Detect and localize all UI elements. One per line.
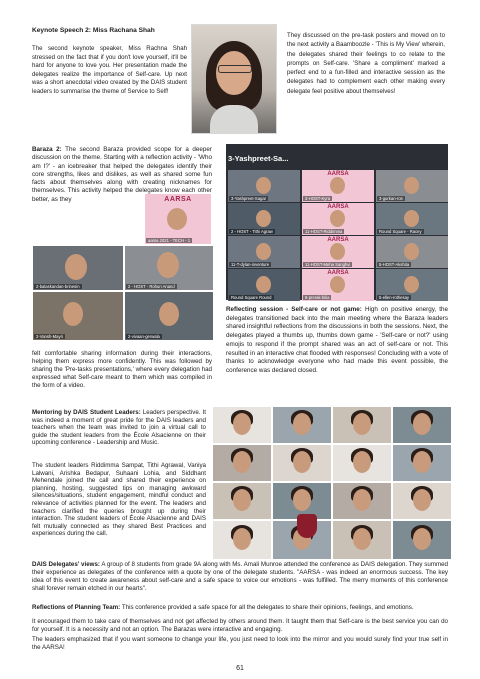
zoom-gallery — [226, 144, 448, 300]
keynote-speaker-photo — [191, 24, 277, 134]
zoom-tile — [302, 170, 374, 202]
views-heading: DAIS Delegates' views: — [32, 561, 100, 568]
mentoring-photo — [392, 444, 452, 482]
mentoring-photo — [272, 406, 332, 444]
participant-face — [256, 210, 271, 227]
tile-label: 5-HOST-Akshita — [379, 262, 410, 267]
participant-face — [330, 210, 345, 227]
tile-label: 5-ellen-rothesay — [379, 295, 410, 300]
participant-face — [404, 243, 419, 260]
participant-face — [233, 528, 251, 550]
tile-label: 11-T-dylan-inventure — [231, 262, 270, 267]
zoom-tile — [376, 236, 448, 268]
zoom-tile — [302, 203, 374, 235]
participant-face — [413, 451, 431, 473]
baraza-tile — [33, 246, 123, 290]
keynote-heading: Keynote Speech 2: Miss Rachana Shah — [32, 27, 155, 34]
participant-face — [256, 243, 271, 260]
zoom-tile — [376, 170, 448, 202]
participant-face — [233, 413, 251, 435]
school-crest-icon — [297, 514, 317, 538]
mentoring-photo — [272, 444, 332, 482]
mentoring-photo — [212, 520, 272, 560]
participant-face — [404, 210, 419, 227]
poster-title: AARSA — [327, 237, 349, 243]
zoom-tile — [302, 236, 374, 268]
participant-face — [413, 413, 431, 435]
mentoring-block — [32, 409, 206, 447]
views-text: A group of 8 students from grade 9A along with Ms. Amali Munroe attended the conference as DAIS delegation. They summed their experience as delegates of the conference with a quote by one of the delegate students. "AARSA - was indeed an enormous success. The key idea of this event to create awareness about self-care and a safe space to voice our emotions - was fulfilled. The merry moments of this conference shall forever remain etched in our hearts". — [32, 561, 448, 592]
reflection-block — [226, 306, 448, 376]
poster-title: AARSA — [327, 204, 349, 210]
baraza-tile-poster — [145, 194, 211, 244]
participant-face — [330, 243, 345, 260]
poster-title: AARSA — [327, 270, 349, 276]
mentoring-photo-grid — [212, 406, 450, 558]
baraza-tile — [125, 246, 213, 290]
baraza-intro-text: The second Baraza provided scope for a deeper discussion on the theme. Starting with a reflection activity - 'Who am I?' - an icebreaker that helped the delegates identify their core strengths, likes and dislikes, as well as shared some fun facts about themselves along with creating nicknames for themselves. This activity helped the delegates know each other better, as they — [32, 146, 212, 203]
participant-face — [330, 276, 345, 293]
zoom-gallery-title: 3-Yashpreet-Sa... — [228, 154, 289, 163]
mentoring-heading: Mentoring by DAIS Student Leaders: — [32, 409, 141, 416]
participant-face — [293, 413, 311, 435]
mentoring-photo — [332, 482, 392, 520]
participant-face — [256, 276, 271, 293]
poster-title: AARSA — [164, 196, 192, 203]
views-block — [32, 561, 448, 593]
tile-label: 2 - HOST - Tithi Agraw — [231, 229, 273, 234]
page-number: 61 — [236, 665, 244, 672]
tile-label: Round Square Round — [231, 295, 272, 300]
mentoring-photo — [392, 406, 452, 444]
mentoring-photo — [332, 406, 392, 444]
mentoring-text-2: The student leaders Riddimma Sampat, Tithi Agrawal, Vaniya Lalwani, Arishka Bedapur, Suhaani Lohia, and Siddhant Mehendale joined the call and shared their experience on planning, hosting, suggested tips on managing awkward silences/situations, student engagement, mindful conduct and relevance of activities planned for the event. The leaders and teachers clarified the queries brought up during their interaction. The student leaders of École Alsacienne and DAIS felt mutually connected as they shared Best Practices and experiences during the call. — [32, 462, 206, 538]
tile-label: 2-balaskandan-brinesin — [36, 284, 80, 289]
participant-face — [293, 451, 311, 473]
baraza-tile — [33, 292, 123, 340]
reflection-heading: Reflecting session - Self-care or not game: — [226, 306, 362, 313]
participant-face — [256, 177, 271, 194]
zoom-tile — [228, 203, 300, 235]
participant-face — [413, 489, 431, 511]
planning-block — [32, 604, 448, 612]
mentoring-photo — [212, 444, 272, 482]
participant-face — [293, 489, 311, 511]
zoom-tile — [228, 170, 300, 202]
zoom-tile — [228, 269, 300, 301]
planning-heading: Reflections of Planning Team: — [32, 604, 121, 611]
tile-label: 11-HOST-Riddimma — [305, 229, 343, 234]
participant-face — [330, 177, 345, 194]
poster-title: AARSA — [327, 171, 349, 177]
zoom-tile — [302, 269, 374, 301]
baraza-heading: Baraza 2: — [32, 146, 62, 153]
participant-face — [353, 413, 371, 435]
participant-face — [353, 528, 371, 550]
tile-label: 3-HOST-Kyra — [305, 196, 331, 201]
baraza-video-grid — [33, 186, 213, 342]
planning-text-2: It encouraged them to take care of themselves and not get affected by others around them. It taught them that Self-care is the best service you can do for yourself. It is a necessity and not an option. The Barazas were interactive and engaging. — [32, 618, 448, 633]
tile-label: 2-Vansh-Mayri — [36, 334, 63, 339]
participant-face — [233, 451, 251, 473]
tile-label: 11-HOST-Meha Sanghvi — [305, 262, 351, 267]
baraza-tile — [125, 292, 213, 340]
tile-label: aarsa 2021 - TECH - 1 — [148, 238, 191, 243]
reflection-text: High on positive energy, the delegates transitioned back into the main meeting where the Baraza leaders shared insightful reflections from the discussions in both the sessions. Next, the delegates played a thumbs up, thumbs down game - 'Self-care or not?' using emojis to respond if the prompt shared was an act of self-care or not. This resulted in an interactive chat flooded with responses! Concluding with a vote of thanks to acknowledge everyone who had made this event possible, the conference was declared closed. — [226, 306, 449, 374]
tile-label: 6-prerak-bilia — [305, 295, 330, 300]
keynote-paragraph-right: They discussed on the pre-task posters and moved on to the next activity a Baamboozle - 'This is My View' wherein, the delegates shared their feelings to co relate to the prompts on Self-care. 'Share a compliment' marked a perfect end to a fun-filled and interactive session as the delegates had to complement each other making every delegate feel positive about themselves! — [287, 32, 445, 95]
tile-label: 2 - HOST - Rohun Anand — [128, 284, 175, 289]
participant-face — [353, 489, 371, 511]
participant-face — [413, 528, 431, 550]
baraza-continued: felt comfortable sharing information during their interactions, helping them express more confidently. This was followed by sharing the 'Pre-tasks presentations,' where every delegation had expressed what Self-care meant to them which was compiled in the form of a video. — [32, 350, 212, 389]
mentoring-photo — [332, 444, 392, 482]
mentoring-photo — [392, 482, 452, 520]
mentoring-photo — [392, 520, 452, 560]
keynote-paragraph-left: The second keynote speaker, Miss Rachna Shah stressed on the fact that if you don't love yourself, it'll be hard for anyone to love you. Her presentation made the delegates realize the importance of Self-care. Up next was a short anecdotal video created by the DAIS student leaders to summarise the theme of Service to Self! — [32, 45, 187, 95]
participant-face — [404, 276, 419, 293]
zoom-tile — [376, 203, 448, 235]
tile-label: 3-gurkan-ros — [379, 196, 403, 201]
mentoring-photo — [212, 406, 272, 444]
mentoring-photo — [332, 520, 392, 560]
zoom-tile — [376, 269, 448, 301]
participant-face — [233, 489, 251, 511]
tile-label: 3-Yashpreet-Sagar — [231, 196, 267, 201]
mentoring-photo — [212, 482, 272, 520]
participant-face — [353, 451, 371, 473]
tile-label: Round Square - Racey — [379, 229, 422, 234]
tile-label: 2-vivaan-gerwala — [128, 334, 160, 339]
participant-face — [404, 177, 419, 194]
mentoring-text-1: Leaders perspective. It was indeed a moment of great pride for the DAIS leaders and teachers when the team was invited to join a virtual call to guide the student leaders from the École Alsacienne on their upcoming conference - Leadership and Music. — [32, 409, 206, 447]
planning-text-1: This conference provided a safe space for all the delegates to share their opinions, feelings, and emotions. — [121, 604, 414, 611]
planning-text-3: The leaders emphasized that if you want someone to change your life, you just need to look into the mirror and you would surely find your true self in the AARSA! — [32, 636, 448, 651]
zoom-tile — [228, 236, 300, 268]
